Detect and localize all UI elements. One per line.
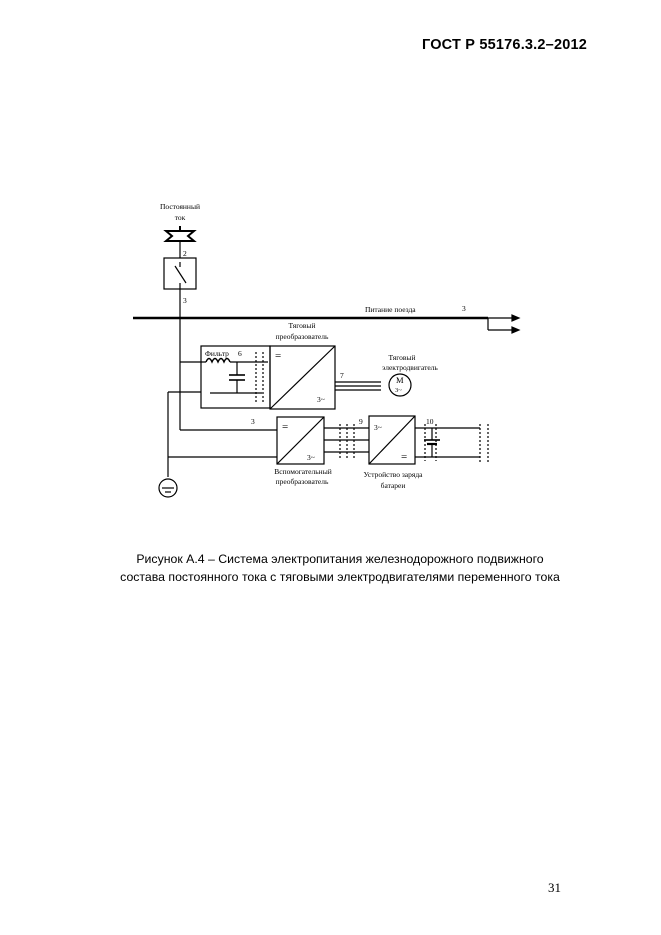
- train-supply-label: Питание поезда: [365, 305, 416, 314]
- motor-ac-symbol: 3~: [395, 387, 402, 394]
- traction-converter-label-line2: преобразователь: [275, 332, 329, 341]
- source-label-line2: ток: [174, 213, 186, 222]
- source-label-line1: Постоянный: [160, 202, 200, 211]
- battery-symbol: [424, 428, 440, 457]
- page-number: 31: [548, 880, 561, 895]
- marker-2: 2: [183, 249, 187, 258]
- traction-converter-ac-symbol: 3~: [317, 395, 325, 404]
- traction-motor-label-line1: Тяговый: [388, 353, 416, 362]
- marker-9: 9: [359, 417, 363, 426]
- aux-converter-label-line2: преобразователь: [275, 477, 329, 486]
- marker-3-bus: 3: [462, 304, 466, 313]
- caption-line-2: состава постоянного тока с тяговыми электродвигателями переменного тока: [120, 570, 560, 584]
- standard-code-header: ГОСТ Р 55176.3.2–2012: [421, 37, 587, 53]
- marker-10: 10: [426, 417, 434, 426]
- traction-converter-label-line1: Тяговый: [288, 321, 316, 330]
- marker-3-switch: 3: [183, 296, 187, 305]
- traction-motor-label-line2: электродвигатель: [382, 363, 438, 372]
- figure-caption: [60, 550, 620, 586]
- aux-converter-ac-symbol: 3~: [307, 453, 315, 462]
- ground-symbol: [159, 479, 177, 497]
- charger-ac-symbol: 3~: [374, 423, 382, 432]
- charger-label-line1: Устройство заряда: [363, 470, 423, 479]
- motor-letter: M: [396, 375, 404, 385]
- aux-converter-dc-symbol: =: [282, 421, 289, 433]
- main-switch-symbol: [164, 258, 196, 289]
- filter-label: Фильтр: [205, 349, 229, 358]
- caption-line-1: Рисунок А.4 – Система электропитания железнодорожного подвижного: [136, 552, 544, 566]
- traction-converter-dc-symbol: =: [275, 350, 282, 362]
- current-collector-symbol: [166, 226, 194, 258]
- aux-converter-label-line1: Вспомогательный: [274, 467, 332, 476]
- charger-dc-symbol: =: [401, 451, 408, 463]
- marker-6: 6: [238, 349, 242, 358]
- marker-3-aux: 3: [251, 417, 255, 426]
- marker-7: 7: [340, 371, 344, 380]
- charger-label-line2: батареи: [380, 481, 406, 490]
